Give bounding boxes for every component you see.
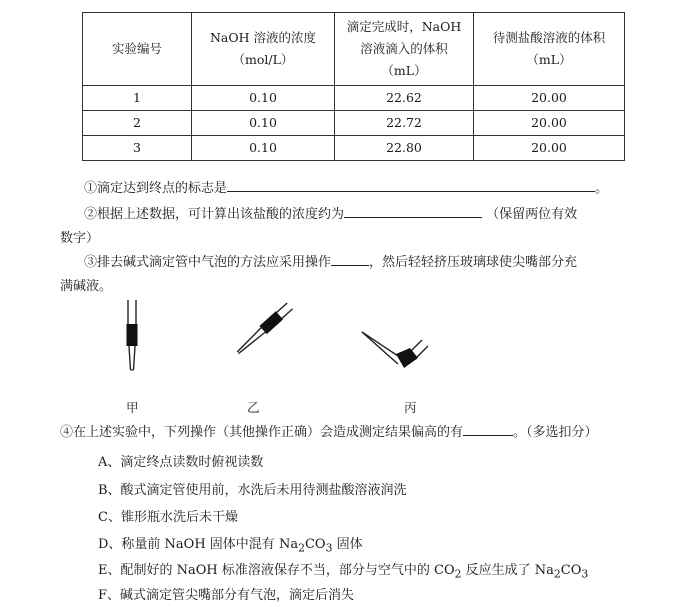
table-cell: 20.00	[474, 86, 625, 111]
option-text: D、称量前 NaOH 固体中混有 Na	[98, 537, 299, 552]
question-end: （保留两位有效	[486, 207, 578, 222]
question-3	[84, 251, 577, 270]
table-cell: 20.00	[474, 111, 625, 136]
figure-label-yi: 乙	[247, 400, 260, 415]
table-row	[83, 86, 625, 111]
subscript: 2	[553, 567, 561, 581]
answer-blank[interactable]	[331, 253, 369, 266]
header-text: 溶液滴入的体积	[360, 41, 448, 56]
option-c: C、锥形瓶水洗后未干燥	[98, 510, 238, 525]
question-3-continuation	[60, 275, 112, 294]
question-2	[84, 203, 577, 222]
table-cell: 22.62	[335, 86, 474, 111]
option-d	[98, 533, 363, 555]
header-text: 滴定完成时，NaOH	[346, 19, 462, 34]
table-row	[83, 111, 625, 136]
option-text: CO	[560, 563, 582, 578]
table-cell: 1	[83, 86, 192, 111]
table-cell: 3	[83, 136, 192, 161]
question-text: ②根据上述数据，可计算出该盐酸的浓度约为	[84, 207, 345, 222]
header-cell	[192, 13, 335, 86]
table-cell: 22.80	[335, 136, 474, 161]
question-end: 。（多选扣分）	[513, 425, 598, 440]
header-text: 实验编号	[111, 41, 162, 56]
question-text: 满碱液。	[60, 279, 113, 294]
option-b: B、酸式滴定管使用前，水洗后未用待测盐酸溶液润洗	[98, 483, 407, 498]
question-text: ①滴定达到终点的标志是	[84, 181, 228, 196]
option-text: 固体	[332, 537, 363, 552]
header-text: （mol/L）	[232, 52, 294, 67]
table-row	[83, 136, 625, 161]
header-text: 待测盐酸溶液的体积	[492, 30, 606, 45]
table-cell: 22.72	[335, 111, 474, 136]
question-text: 数字）	[60, 231, 100, 246]
question-4	[60, 421, 598, 440]
table-cell: 2	[83, 111, 192, 136]
option-a: A、滴定终点读数时俯视读数	[98, 455, 264, 470]
question-2-continuation	[60, 227, 99, 246]
option-text: E、配制好的 NaOH 标准溶液保存不当，部分与空气中的 CO	[98, 563, 455, 578]
figure-label-bing: 丙	[404, 400, 417, 415]
option-text: CO	[304, 537, 326, 552]
burette-jia-icon	[127, 300, 138, 370]
question-end: ，然后轻轻挤压玻璃球使尖嘴部分充	[369, 255, 578, 270]
answer-blank[interactable]	[344, 205, 482, 218]
option-e	[98, 559, 588, 581]
question-text: ③排去碱式滴定管中气泡的方法应采用操作	[84, 255, 332, 270]
header-cell	[83, 13, 192, 86]
burette-figure	[100, 296, 440, 386]
answer-blank[interactable]	[463, 423, 513, 436]
table-cell: 20.00	[474, 136, 625, 161]
subscript: 2	[454, 567, 462, 581]
subscript: 2	[298, 541, 305, 555]
header-text: NaOH 溶液的浓度	[209, 30, 316, 45]
figure-label-jia: 甲	[126, 400, 139, 415]
answer-blank[interactable]	[227, 179, 595, 192]
burette-yi-icon	[234, 302, 293, 357]
table-cell: 0.10	[192, 86, 335, 111]
header-cell	[474, 13, 625, 86]
burette-bing-icon	[362, 332, 428, 368]
option-f: F、碱式滴定管尖嘴部分有气泡，滴定后消失	[98, 588, 355, 603]
option-text: 反应生成了 Na	[461, 563, 554, 578]
question-text: ④在上述实验中，下列操作（其他操作正确）会造成测定结果偏高的有	[60, 425, 464, 440]
subscript: 3	[581, 567, 589, 581]
header-text: （mL）	[526, 52, 572, 67]
table-cell: 0.10	[192, 136, 335, 161]
data-table	[82, 12, 625, 161]
table-cell: 0.10	[192, 111, 335, 136]
question-end: 。	[595, 181, 609, 196]
header-cell	[335, 13, 474, 86]
table-header-row	[83, 13, 625, 86]
subscript: 3	[325, 541, 333, 555]
question-1	[84, 177, 608, 196]
header-text: （mL）	[381, 63, 427, 78]
